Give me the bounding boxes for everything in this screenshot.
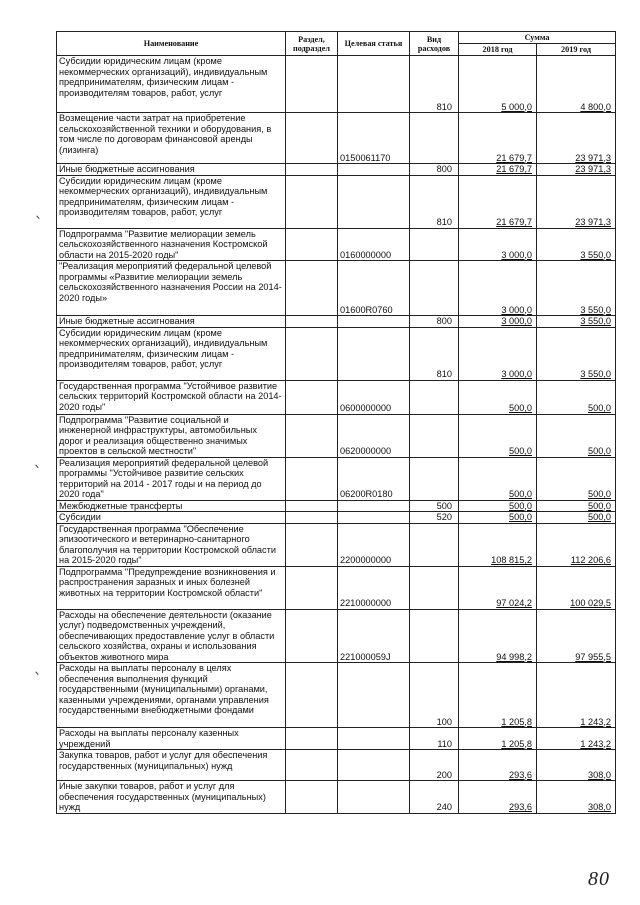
table-row [57,327,616,380]
header-name: Наименование [57,32,286,56]
row-sum-2019: 500,0 [537,500,616,512]
row-sum-2019: 97 955,5 [537,609,616,663]
row-target-code [338,327,410,380]
row-sum-2018: 3 000,0 [459,327,537,380]
row-expense-kind: 810 [410,175,459,228]
margin-mark [35,669,41,675]
row-sum-2019: 500,0 [537,414,616,457]
row-target-code: 2200000000 [338,523,410,566]
row-section [286,750,338,781]
row-sum-2018: 3 000,0 [459,316,537,328]
row-section [286,523,338,566]
row-name: Подпрограмма "Развитие социальной и инженерной инфраструктуры, автомобильных дорог и реализация общественно значимых проектов в сельской местности" [57,414,286,457]
row-sum-2018: 293,6 [459,781,537,814]
row-expense-kind: 500 [410,500,459,512]
table-row [57,175,616,228]
row-sum-2018: 500,0 [459,512,537,524]
row-section [286,316,338,328]
row-target-code [338,750,410,781]
row-sum-2019: 23 971,3 [537,164,616,176]
table-row [57,164,616,176]
row-sum-2019: 500,0 [537,512,616,524]
row-expense-kind [410,457,459,500]
row-expense-kind [410,113,459,164]
row-expense-kind [410,523,459,566]
row-target-code: 221000059J [338,609,410,663]
row-expense-kind: 100 [410,663,459,728]
row-sum-2019: 308,0 [537,750,616,781]
row-sum-2019: 1 243,2 [537,663,616,728]
header-kind: Вид расходов [410,32,459,56]
row-sum-2018: 500,0 [459,457,537,500]
row-sum-2019: 3 550,0 [537,228,616,261]
row-expense-kind [410,261,459,316]
row-sum-2018: 500,0 [459,500,537,512]
row-target-code [338,781,410,814]
row-name: Субсидии юридическим лицам (кроме некоммерческих организаций), индивидуальным предпринимателям, физическим лицам - производителям товаров, работ, услуг [57,175,286,228]
row-sum-2019: 4 800,0 [537,56,616,113]
row-sum-2019: 3 550,0 [537,261,616,316]
row-expense-kind [410,566,459,609]
row-expense-kind [410,414,459,457]
header-sum: Сумма [459,32,616,44]
row-section [286,663,338,728]
row-name: Межбюджетные трансферты [57,500,286,512]
header-year-2019: 2019 год [537,44,616,56]
table-row [57,523,616,566]
row-section [286,500,338,512]
row-expense-kind: 810 [410,327,459,380]
margin-mark [36,213,42,219]
row-section [286,728,338,750]
row-sum-2019: 308,0 [537,781,616,814]
row-target-code: 06200R0180 [338,457,410,500]
table-row [57,113,616,164]
row-expense-kind: 800 [410,164,459,176]
row-section [286,56,338,113]
table-row [57,512,616,524]
row-section [286,228,338,261]
row-target-code [338,728,410,750]
row-sum-2018: 1 205,8 [459,728,537,750]
row-name: Иные бюджетные ассигнования [57,164,286,176]
row-target-code [338,512,410,524]
row-sum-2019: 23 971,3 [537,113,616,164]
row-sum-2018: 3 000,0 [459,228,537,261]
row-target-code [338,500,410,512]
margin-mark [35,462,41,468]
table-row [57,316,616,328]
row-section [286,175,338,228]
table-row [57,261,616,316]
row-section [286,414,338,457]
header-year-2018: 2018 год [459,44,537,56]
row-name: Субсидии юридическим лицам (кроме некоммерческих организаций), индивидуальным предпринимателям, физическим лицам - производителям товаров, работ, услуг [57,327,286,380]
table-row [57,781,616,814]
row-expense-kind [410,609,459,663]
row-name: Подпрограмма "Развитие мелиорации земель сельскохозяйственного назначения Костромской области на 2015-2020 годы" [57,228,286,261]
row-section [286,566,338,609]
row-section [286,261,338,316]
row-target-code [338,663,410,728]
table-row [57,457,616,500]
row-expense-kind: 520 [410,512,459,524]
row-sum-2018: 3 000,0 [459,261,537,316]
table-row [57,663,616,728]
row-name: Расходы на выплаты персоналу казенных учреждений [57,728,286,750]
row-section [286,457,338,500]
row-name: Иные закупки товаров, работ и услуг для обеспечения государственных (муниципальных) нужд [57,781,286,814]
row-sum-2018: 94 998,2 [459,609,537,663]
row-sum-2018: 500,0 [459,414,537,457]
row-name: Подпрограмма "Предупреждение возникновения и распространения заразных и иных болезней животных на территории Костромской области" [57,566,286,609]
row-sum-2019: 1 243,2 [537,728,616,750]
row-section [286,609,338,663]
row-expense-kind: 200 [410,750,459,781]
row-expense-kind: 240 [410,781,459,814]
row-section [286,380,338,414]
header-target: Целевая статья [338,32,410,56]
row-name: Расходы на обеспечение деятельности (оказание услуг) подведомственных учреждений, обеспечивающих предоставление услуг в области сельского хозяйства, охраны и использования объектов животного мира [57,609,286,663]
row-section [286,327,338,380]
table-row [57,380,616,414]
row-section [286,113,338,164]
row-sum-2019: 112 206,6 [537,523,616,566]
row-expense-kind: 810 [410,56,459,113]
row-expense-kind [410,380,459,414]
row-sum-2019: 100 029,5 [537,566,616,609]
row-sum-2018: 21 679,7 [459,175,537,228]
row-name: "Реализация мероприятий федеральной целевой программы «Развитие мелиорации земель сельскохозяйственного назначения России на 2014-2020 годы» [57,261,286,316]
row-expense-kind: 110 [410,728,459,750]
page-number: 80 [588,868,610,890]
row-expense-kind [410,228,459,261]
table-row [57,228,616,261]
row-target-code [338,56,410,113]
row-target-code: 0600000000 [338,380,410,414]
row-sum-2018: 1 205,8 [459,663,537,728]
row-expense-kind: 800 [410,316,459,328]
row-name: Расходы на выплаты персоналу в целях обеспечения выполнения функций государственными (муниципальными) органами, казенными учреждениями, органами управления государственными внебюджетными фондами [57,663,286,728]
row-section [286,781,338,814]
row-sum-2018: 108 815,2 [459,523,537,566]
row-target-code: 0620000000 [338,414,410,457]
header-section: Раздел, подраздел [286,32,338,56]
row-target-code: 2210000000 [338,566,410,609]
row-name: Государственная программа "Устойчивое развитие сельских территорий Костромской области на 2014-2020 годы" [57,380,286,414]
table-row [57,728,616,750]
row-target-code [338,164,410,176]
row-name: Возмещение части затрат на приобретение сельскохозяйственной техники и оборудования, в том числе по договорам финансовой аренды (лизинга) [57,113,286,164]
budget-table [56,31,616,814]
row-target-code: 0150061170 [338,113,410,164]
table-row [57,750,616,781]
table-row [57,56,616,113]
row-target-code: 01600R0760 [338,261,410,316]
row-name: Закупка товаров, работ и услуг для обеспечения государственных (муниципальных) нужд [57,750,286,781]
row-name: Реализация мероприятий федеральной целевой программы "Устойчивое развитие сельских территорий на 2014 - 2017 годы и на период до 2020 года" [57,457,286,500]
table-row [57,609,616,663]
row-sum-2018: 21 679,7 [459,164,537,176]
row-name: Государственная программа "Обеспечение эпизоотического и ветеринарно-санитарного благополучия на территории Костромской области на 2015-2020 годы" [57,523,286,566]
row-name: Иные бюджетные ассигнования [57,316,286,328]
row-sum-2019: 500,0 [537,380,616,414]
table-row [57,414,616,457]
row-sum-2019: 3 550,0 [537,316,616,328]
table-row [57,566,616,609]
row-target-code [338,175,410,228]
row-sum-2018: 5 000,0 [459,56,537,113]
table-row [57,500,616,512]
row-name: Субсидии юридическим лицам (кроме некоммерческих организаций), индивидуальным предпринимателям, физическим лицам - производителям товаров, работ, услуг [57,56,286,113]
row-target-code: 0160000000 [338,228,410,261]
row-name: Субсидии [57,512,286,524]
row-sum-2019: 500,0 [537,457,616,500]
row-section [286,164,338,176]
row-sum-2018: 500,0 [459,380,537,414]
row-target-code [338,316,410,328]
row-sum-2019: 3 550,0 [537,327,616,380]
row-sum-2018: 97 024,2 [459,566,537,609]
row-section [286,512,338,524]
row-sum-2019: 23 971,3 [537,175,616,228]
row-sum-2018: 293,6 [459,750,537,781]
row-sum-2018: 21 679,7 [459,113,537,164]
